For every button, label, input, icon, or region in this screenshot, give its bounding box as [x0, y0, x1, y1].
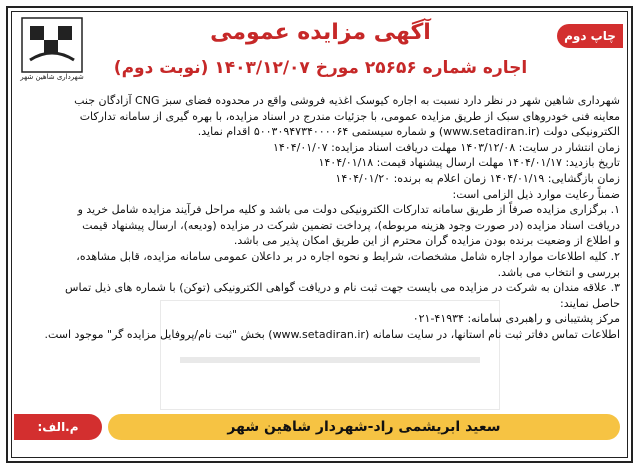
body-line: مرکز پشتیبانی و راهبردی سامانه: ۴۱۹۳۴-۰۲۱	[412, 312, 620, 326]
page-subtitle: اجاره شماره ۲۵۶۵۶ مورخ ۱۴۰۳/۱۲/۰۷ (نوبت دوم)	[113, 58, 528, 78]
body-line: ۳. علاقه مندان به شرکت در مزایده می بایست جهت ثبت نام و دریافت گواهی الکترونیکی (توکن) با شماره های ذیل تماس	[65, 281, 620, 295]
body-line: ۱. برگزاری مزایده صرفاً از طریق سامانه تدارکات الکترونیکی دولت می باشد و کلیه مراحل فرآیند مزایده شامل خرید و	[77, 203, 620, 217]
municipality-logo-icon	[20, 16, 84, 74]
body-line: اطلاعات تماس دفاتر ثبت نام استانها، در سایت سامانه (www.setadiran.ir) بخش "ثبت نام/پروفایل مزایده گر" موجود است.	[44, 327, 620, 341]
body-line: دریافت اسناد مزایده (در صورت وجود هزینه مربوطه)، پرداخت تضمین شرکت در مزایده (ودیعه)، ارسال پیشنهاد قیمت	[82, 218, 620, 232]
ad-body	[20, 93, 620, 343]
body-line: ۲. کلیه اطلاعات موارد اجاره شامل مشخصات، شرایط و نحوه اجاره در بر داعلان عمومی سامانه مزایده، قابل مشاهده،	[76, 249, 620, 263]
logo-caption: شهرداری شاهین شهر	[20, 73, 84, 81]
reference-number: م.الف: ۱۸۹۰۰۳۲	[14, 414, 102, 440]
body-line: و اطلاع از وضعیت برنده بودن مزایده گران محترم از این طریق امکان پذیر می باشد.	[233, 234, 620, 248]
second-print-badge: چاپ دوم	[557, 24, 623, 48]
page-title: آگهی مزایده عمومی	[210, 20, 431, 45]
signature-bar: سعید ابریشمی راد-شهردار شاهین شهر	[108, 414, 620, 440]
body-line: زمان انتشار در سایت: ۱۴۰۳/۱۲/۰۸ مهلت دریافت اسناد مزایده: ۱۴۰۴/۰۱/۰۷	[272, 140, 620, 154]
body-line: بررسی و انتخاب می باشد.	[497, 265, 620, 279]
body-line: حاصل نمایند:	[560, 296, 620, 310]
body-line: زمان بازگشایی: ۱۴۰۴/۰۱/۱۹ زمان اعلام به برنده: ۱۴۰۴/۰۱/۲۰	[335, 171, 620, 185]
body-line: تاریخ بازدید: ۱۴۰۴/۰۱/۱۷ مهلت ارسال پیشنهاد قیمت: ۱۴۰۴/۰۱/۱۸	[318, 156, 620, 170]
body-line: الکترونیکی دولت (www.setadiran.ir) و شماره سیستمی ۵۰۰۳۰۹۴۷۳۴۰۰۰۰۶۴ اقدام نماید.	[197, 125, 620, 139]
body-line: ضمناً رعایت موارد ذیل الزامی است:	[452, 187, 620, 201]
body-line: شهرداری شاهین شهر در نظر دارد نسبت به اجاره کیوسک اغذیه فروشی واقع در محدوده فضای سبز CNG آزادگان جنب	[74, 94, 620, 107]
body-line: معاینه فنی خودروهای سبک از طریق مزایده عمومی، با جزئیات مندرج در اسناد مزایده، با بهره گیری از سامانه تدارکات	[79, 109, 620, 123]
